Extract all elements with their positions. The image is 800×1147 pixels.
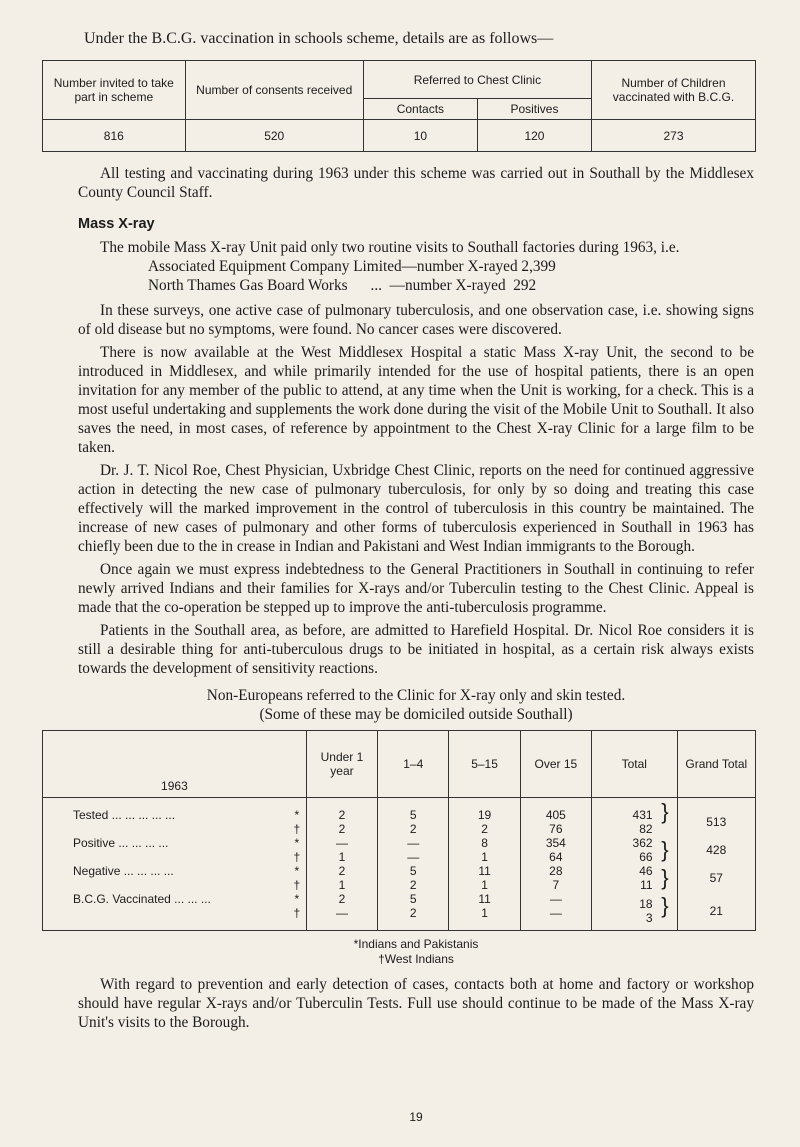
intro-text: Under the B.C.G. vaccination in schools scheme, details are as follows— xyxy=(84,30,554,47)
header-over15: Over 15 xyxy=(520,731,591,798)
cell-over15: — xyxy=(520,892,591,906)
cell-age-5-15: 11 xyxy=(449,864,520,878)
cell-total: 82 xyxy=(639,822,653,836)
cell-total: 362 xyxy=(632,836,653,850)
value-vaccinated: 273 xyxy=(592,120,756,152)
paragraph-mobile-unit: The mobile Mass X-ray Unit paid only two routine visits to Southall factories during 1963, i.e. xyxy=(100,239,680,256)
cell-total-pair xyxy=(592,892,678,931)
non-europeans-table xyxy=(42,730,756,931)
cell-age-1-4: — xyxy=(378,836,449,850)
row-mark: † xyxy=(293,850,301,864)
cell-total-pair xyxy=(592,798,678,837)
header-under1: Under 1 year xyxy=(306,731,377,798)
cell-age-1-4: 5 xyxy=(378,798,449,823)
header-invited: Number invited to take part in scheme xyxy=(43,61,186,120)
cell-under1: — xyxy=(306,906,377,931)
cell-age-1-4: 2 xyxy=(378,878,449,892)
cell-under1: 2 xyxy=(306,864,377,878)
cell-grand-total: 428 xyxy=(677,836,755,864)
section-heading-mass-xray: Mass X-ray xyxy=(78,216,155,232)
header-grand-total: Grand Total xyxy=(677,731,755,798)
cell-under1: 2 xyxy=(306,822,377,836)
xray-visit-item: Associated Equipment Company Limited—number X-rayed 2,399 xyxy=(148,258,556,275)
paragraph-surveys: In these surveys, one active case of pulmonary tuberculosis, and one observation case, i.e. showing signs of old disease but no symptoms, were found. No cancer cases were discovered. xyxy=(78,302,754,338)
cell-total-pair xyxy=(592,836,678,864)
header-age-1-4: 1–4 xyxy=(378,731,449,798)
table2-caption xyxy=(78,686,754,724)
cell-over15: 405 xyxy=(520,798,591,823)
row-mark: * xyxy=(294,808,300,822)
document-page xyxy=(53,30,754,1124)
header-referred: Referred to Chest Clinic xyxy=(363,61,591,99)
row-mark: * xyxy=(294,864,300,878)
row-label: Tested ... ... ... ... ... xyxy=(73,808,176,822)
cell-under1: 1 xyxy=(306,878,377,892)
cell-grand-total: 21 xyxy=(677,892,755,931)
cell-age-1-4: 5 xyxy=(378,892,449,906)
header-year: 1963 xyxy=(43,731,307,798)
table2-caption-line1: Non-Europeans referred to the Clinic for X-ray only and skin tested. xyxy=(206,687,626,704)
cell-age-5-15: 8 xyxy=(449,836,520,850)
paragraph-static-unit: There is now available at the West Middlesex Hospital a static Mass X-ray Unit, the second to be introduced in Middlesex, and while primarily intended for the use of hospital patients, there is an open invitation for any member of the public to attend, at any time when the Unit is working, for a check. This is a most useful undertaking and supplements the work done during the visit of the Mobile Unit to Southall. It also saves the need, in most cases, of reference by appointment to the Chest X-ray Clinic for a large film to be taken. xyxy=(78,344,754,456)
row-label: Positive ... ... ... ... xyxy=(73,836,169,850)
value-contacts: 10 xyxy=(363,120,477,152)
cell-total: 46 xyxy=(639,864,653,878)
cell-total-pair xyxy=(592,864,678,892)
row-mark: † xyxy=(293,906,301,920)
row-mark: † xyxy=(293,878,301,892)
value-positives: 120 xyxy=(477,120,591,152)
table2-caption-line2: (Some of these may be domiciled outside Southall) xyxy=(259,706,573,723)
cell-over15: 76 xyxy=(520,822,591,836)
row-label: B.C.G. Vaccinated ... ... ... xyxy=(73,892,211,906)
header-vaccinated: Number of Children vaccinated with B.C.G. xyxy=(592,61,756,120)
cell-age-5-15: 1 xyxy=(449,906,520,931)
cell-over15: 64 xyxy=(520,850,591,864)
row-label: Negative ... ... ... ... xyxy=(73,864,174,878)
brace-icon: } xyxy=(661,865,669,890)
xray-visit-item: North Thames Gas Board Works ... —number X-rayed 292 xyxy=(148,277,537,294)
table-footnotes xyxy=(78,937,754,967)
cell-over15: — xyxy=(520,906,591,931)
cell-age-5-15: 2 xyxy=(449,822,520,836)
cell-total: 18 xyxy=(639,897,653,911)
cell-under1: 1 xyxy=(306,850,377,864)
header-total: Total xyxy=(592,731,678,798)
row-mark: † xyxy=(293,822,301,836)
table-row xyxy=(43,798,756,823)
cell-age-1-4: — xyxy=(378,850,449,864)
cell-age-5-15: 1 xyxy=(449,878,520,892)
cell-under1: — xyxy=(306,836,377,850)
header-age-5-15: 5–15 xyxy=(449,731,520,798)
row-mark: * xyxy=(294,892,300,906)
value-consents: 520 xyxy=(185,120,363,152)
cell-total: 11 xyxy=(640,878,653,892)
paragraph-staff: All testing and vaccinating during 1963 under this scheme was carried out in Southall by the Middlesex County Council Staff. xyxy=(78,165,754,201)
cell-grand-total: 57 xyxy=(677,864,755,892)
value-invited: 816 xyxy=(43,120,186,152)
header-positives: Positives xyxy=(477,99,591,120)
header-consents: Number of consents received xyxy=(185,61,363,120)
cell-age-1-4: 2 xyxy=(378,906,449,931)
cell-grand-total: 513 xyxy=(677,798,755,837)
table-row xyxy=(43,892,756,906)
brace-icon: } xyxy=(661,799,669,824)
paragraph-closing: With regard to prevention and early detection of cases, contacts both at home and factory or workshop should have regular X-rays and/or Tuberculin Tests. Full use should continue to be made of the Mass X-ray Unit's visits to the Borough. xyxy=(78,976,754,1031)
cell-age-1-4: 2 xyxy=(378,822,449,836)
cell-under1: 2 xyxy=(306,798,377,823)
footnote-indians: *Indians and Pakistanis xyxy=(353,937,479,951)
cell-under1: 2 xyxy=(306,892,377,906)
table-row xyxy=(43,864,756,878)
cell-over15: 354 xyxy=(520,836,591,850)
cell-age-5-15: 11 xyxy=(449,892,520,906)
paragraph-nicol-roe: Dr. J. T. Nicol Roe, Chest Physician, Uxbridge Chest Clinic, reports on the need for continued aggressive action in detecting the new case of pulmonary tuberculosis, for only by so doing and treating this case effectively will the marked improvement in the control of tuberculosis in this country be maintained. The increase of new cases of pulmonary and other forms of tuberculosis experienced in Southall in 1963 has chiefly been due to the in crease in Indian and Pakistani and West Indian immigrants to the Borough. xyxy=(78,462,754,555)
cell-total: 3 xyxy=(645,911,653,925)
brace-icon: } xyxy=(661,837,669,862)
paragraph-practitioners: Once again we must express indebtedness to the General Practitioners in Southall in continuing to refer newly arrived Indians and their families for X-rays and/or Tuberculin testing to the Chest Clinic. Appeal is made that the co-operation be stepped up to improve the anti-tuberculosis programme. xyxy=(78,561,754,616)
xray-visits-list xyxy=(148,257,754,295)
footnote-west-indians: †West Indians xyxy=(378,952,454,966)
header-contacts: Contacts xyxy=(363,99,477,120)
paragraph-harefield: Patients in the Southall area, as before, are admitted to Harefield Hospital. Dr. Nicol Roe considers it is still a desirable thing for anti-tuberculous drugs to be initiated in hospital, as a certain risk always exists towards the development of sensitivity reactions. xyxy=(78,622,754,677)
cell-total: 66 xyxy=(639,850,653,864)
cell-total: 431 xyxy=(632,808,653,822)
cell-age-5-15: 1 xyxy=(449,850,520,864)
table-row xyxy=(43,836,756,850)
cell-over15: 28 xyxy=(520,864,591,878)
brace-icon: } xyxy=(661,893,669,918)
cell-over15: 7 xyxy=(520,878,591,892)
cell-age-5-15: 19 xyxy=(449,798,520,823)
page-number: 19 xyxy=(409,1110,423,1124)
cell-age-1-4: 5 xyxy=(378,864,449,878)
bcg-schools-table xyxy=(42,60,756,152)
row-mark: * xyxy=(294,836,300,850)
